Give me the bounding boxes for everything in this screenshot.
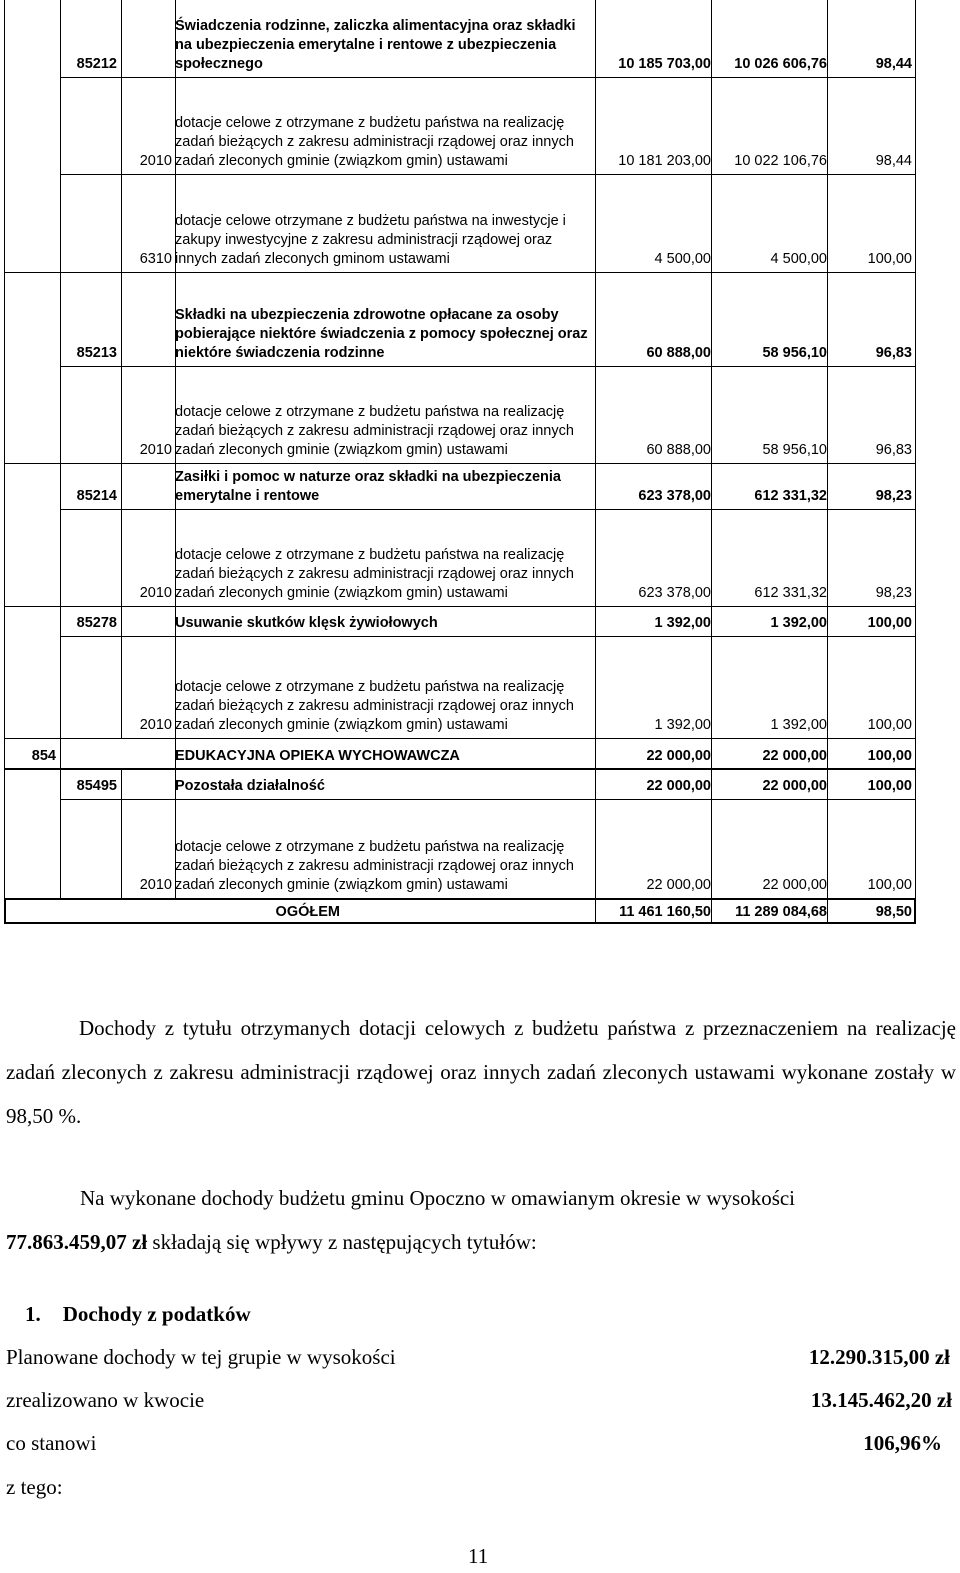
row-description: dotacje celowe otrzymane z budżetu państwa na inwestycje i zakupy inwestycyjne z zakresu administracji rządowej oraz innych zadań zleconych gminom ustawami <box>175 213 566 267</box>
table-row <box>4 77 916 174</box>
chapter-code: 85278 <box>76 615 117 631</box>
percent-value: 98,44 <box>875 56 912 72</box>
column-divider <box>60 738 61 769</box>
table-row <box>4 769 916 799</box>
column-divider <box>915 799 916 898</box>
column-divider <box>915 77 916 174</box>
executed-value: 22 000,00 <box>762 748 827 764</box>
row-description: dotacje celowe z otrzymane z budżetu państwa na realizację zadań bieżących z zakresu administracji rządowej oraz innych zadań zleconych gminie (związkom gmin) ustawami <box>175 115 574 169</box>
percent-value: 96,83 <box>875 442 912 458</box>
column-divider <box>121 769 122 799</box>
percent-value: 100,00 <box>867 748 912 764</box>
percent-value: 96,83 <box>875 345 912 361</box>
realized-label: zrealizowano w kwocie <box>6 1388 205 1412</box>
table-row <box>4 799 916 898</box>
table-row <box>4 738 916 769</box>
section-code: 854 <box>31 748 56 764</box>
plan-value: 60 888,00 <box>646 442 711 458</box>
percent-value: 98,23 <box>875 488 912 504</box>
total-income-amount: 77.863.459,07 zł <box>6 1230 148 1254</box>
percent-value: 100,00 <box>867 251 912 267</box>
plan-value: 22 000,00 <box>646 778 711 794</box>
paragraph-code: 2010 <box>139 877 172 893</box>
column-divider <box>915 738 916 769</box>
row-divider <box>4 606 916 607</box>
paragraph-code: 2010 <box>139 717 172 733</box>
paragraph-code: 2010 <box>139 153 172 169</box>
table-bottom-border <box>4 922 916 924</box>
plan-value: 623 378,00 <box>638 585 711 601</box>
percent-value: 100,00 <box>867 877 912 893</box>
row-description: OGÓŁEM <box>275 904 340 920</box>
column-divider <box>915 272 916 366</box>
table-row <box>4 272 916 366</box>
paragraph-code: 2010 <box>139 585 172 601</box>
column-divider <box>915 366 916 463</box>
table-row <box>4 606 916 636</box>
plan-value: 623 378,00 <box>638 488 711 504</box>
column-divider <box>121 0 122 77</box>
row-divider <box>4 738 916 739</box>
paragraph-code: 2010 <box>139 442 172 458</box>
heading-title: Dochody z podatków <box>62 1302 251 1326</box>
row-description: Zasiłki i pomoc w naturze oraz składki na ubezpieczenia emerytalne i rentowe <box>175 469 561 504</box>
table-row <box>4 898 916 924</box>
percent-value: 98,23 <box>875 585 912 601</box>
percent-value: 100,00 <box>867 615 912 631</box>
executed-value: 22 000,00 <box>762 877 827 893</box>
row-description: dotacje celowe z otrzymane z budżetu państwa na realizację zadań bieżących z zakresu administracji rządowej oraz innych zadań zleconych gminie (związkom gmin) ustawami <box>175 404 574 458</box>
row-description: EDUKACYJNA OPIEKA WYCHOWAWCZA <box>175 748 460 764</box>
row-description: dotacje celowe z otrzymane z budżetu państwa na realizację zadań bieżących z zakresu administracji rządowej oraz innych zadań zleconych gminie (związkom gmin) ustawami <box>175 679 574 733</box>
executed-value: 58 956,10 <box>762 345 827 361</box>
executed-value: 11 289 084,68 <box>735 904 827 920</box>
total-left-border <box>4 898 6 924</box>
row-description: dotacje celowe z otrzymane z budżetu państwa na realizację zadań bieżących z zakresu administracji rządowej oraz innych zadań zleconych gminie (związkom gmin) ustawami <box>175 839 574 893</box>
executed-value: 4 500,00 <box>770 251 827 267</box>
row-divider <box>60 77 916 78</box>
executed-value: 612 331,32 <box>754 488 827 504</box>
ratio-label: co stanowi <box>6 1431 97 1455</box>
plan-value: 60 888,00 <box>646 345 711 361</box>
plan-value: 1 392,00 <box>654 615 711 631</box>
plan-value: 11 461 160,50 <box>619 904 711 920</box>
plan-value: 1 392,00 <box>654 717 711 733</box>
table-row <box>4 174 916 272</box>
paragraph-code: 6310 <box>139 251 172 267</box>
income-intro-continuation: 77.863.459,07 zł składają się wpływy z następujących tytułów: <box>6 1230 537 1254</box>
plan-value: 10 185 703,00 <box>618 56 711 72</box>
row-divider <box>60 799 916 800</box>
budget-table <box>4 0 916 924</box>
row-description: Świadczenia rodzinne, zaliczka alimentacyjna oraz składki na ubezpieczenia emerytalne i rentowe z ubezpieczenia społecznego <box>175 18 576 72</box>
executed-value: 22 000,00 <box>762 778 827 794</box>
column-divider <box>915 463 916 509</box>
percent-value: 98,50 <box>875 904 912 920</box>
column-divider <box>915 174 916 272</box>
plan-value: 22 000,00 <box>646 877 711 893</box>
table-row <box>4 509 916 606</box>
chapter-code: 85213 <box>76 345 117 361</box>
plan-value: 4 500,00 <box>654 251 711 267</box>
column-divider <box>915 509 916 606</box>
row-divider <box>60 366 916 367</box>
column-divider <box>915 769 916 799</box>
percent-value: 100,00 <box>867 717 912 733</box>
column-divider <box>915 636 916 738</box>
executed-value: 10 022 106,76 <box>734 153 827 169</box>
plan-value: 22 000,00 <box>646 748 711 764</box>
row-divider <box>4 272 916 273</box>
column-divider <box>121 606 122 636</box>
row-divider <box>60 636 916 637</box>
income-intro-line: Na wykonane dochody budżetu gminu Opoczno w omawianym okresie w wysokości <box>80 1186 796 1210</box>
row-description: Pozostała działalność <box>175 778 325 794</box>
percent-value: 100,00 <box>867 778 912 794</box>
heading-number: 1. <box>25 1302 41 1326</box>
chapter-code: 85212 <box>76 56 117 72</box>
percent-value: 98,44 <box>875 153 912 169</box>
plan-value: 10 181 203,00 <box>618 153 711 169</box>
table-row <box>4 463 916 509</box>
total-right-border <box>914 898 916 924</box>
chapter-code: 85495 <box>76 778 117 794</box>
ratio-value: 106,96% <box>863 1431 942 1455</box>
realized-value: 13.145.462,20 zł <box>810 1388 952 1412</box>
chapter-code: 85214 <box>76 488 117 504</box>
column-divider <box>121 272 122 366</box>
planned-label: Planowane dochody w tej grupie w wysokości <box>6 1345 396 1369</box>
row-divider <box>4 898 916 900</box>
table-row <box>4 0 916 77</box>
table-row <box>4 636 916 738</box>
executed-value: 10 026 606,76 <box>734 56 827 72</box>
executed-value: 1 392,00 <box>770 615 827 631</box>
dotation-summary-paragraph: Dochody z tytułu otrzymanych dotacji celowych z budżetu państwa z przeznaczeniem na realizację zadań zleconych z zakresu administracji rządowej oraz innych zadań zleconych ustawami wykonane zostały w 98,50 %. <box>6 1016 956 1128</box>
column-divider <box>915 606 916 636</box>
executed-value: 612 331,32 <box>754 585 827 601</box>
row-description: Usuwanie skutków klęsk żywiołowych <box>175 615 438 631</box>
row-divider <box>60 509 916 510</box>
column-divider <box>121 463 122 509</box>
section-heading <box>25 1302 251 1327</box>
row-description: Składki na ubezpieczenia zdrowotne opłacane za osoby pobierające niektóre świadczenia z pomocy społecznej oraz niektóre świadczenia rodzinne <box>175 307 588 361</box>
row-divider <box>4 463 916 464</box>
of-which-label: z tego: <box>6 1475 63 1499</box>
row-description: dotacje celowe z otrzymane z budżetu państwa na realizację zadań bieżących z zakresu administracji rządowej oraz innych zadań zleconych gminie (związkom gmin) ustawami <box>175 547 574 601</box>
column-divider <box>915 0 916 77</box>
row-divider <box>60 174 916 175</box>
executed-value: 58 956,10 <box>762 442 827 458</box>
table-row <box>4 366 916 463</box>
executed-value: 1 392,00 <box>770 717 827 733</box>
page-number: 11 <box>468 1544 489 1568</box>
planned-value: 12.290.315,00 zł <box>808 1345 950 1369</box>
row-divider <box>4 769 916 770</box>
